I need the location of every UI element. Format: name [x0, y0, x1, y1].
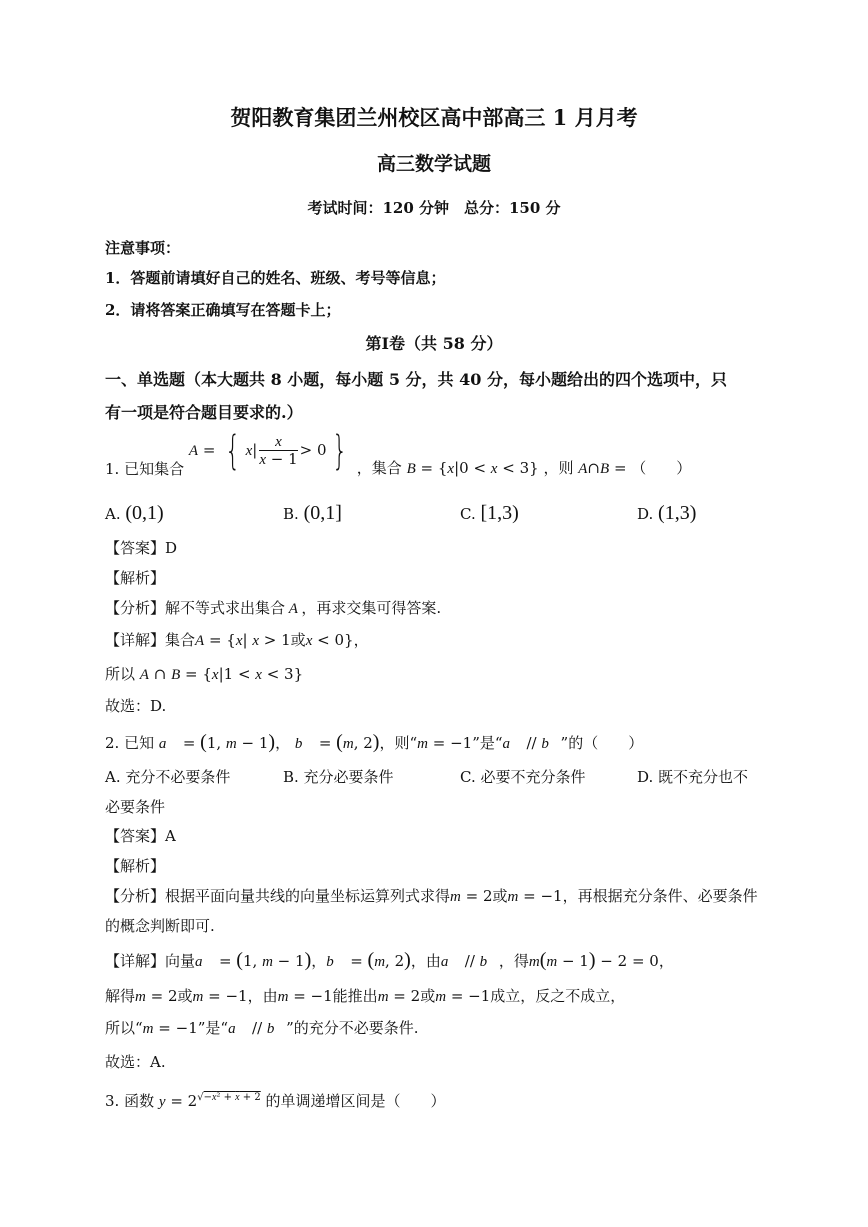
q1-option-c-label: C. [460, 505, 476, 523]
q2-option-a[interactable]: A. 充分不必要条件 [105, 768, 231, 786]
notice-item-1: 1．答题前请填好自己的姓名、班级、考号等信息； [105, 269, 446, 287]
exam-info: 考试时间：120 分钟 总分：150 分 [307, 199, 561, 217]
q1-prefix: 1. 已知集合 [105, 460, 185, 478]
q1-intersection-formula: A∩B = [578, 459, 627, 477]
q2-option-d-cont: 必要条件 [105, 798, 166, 816]
question-3-stem: 3. 函数 $y = 2^{√-x^2 + x + 2}$ 的单调递增区间是（ ） [105, 1092, 446, 1110]
q1-detail: 【详解】集合A = {x| x > 1或x < 0}， [105, 631, 369, 649]
q1-analysis: 【解析】 [105, 569, 166, 587]
q2-choose: 故选：A. [105, 1053, 166, 1071]
q2-detail: 【详解】向量a⃗ = (1, m − 1)，b⃗ = (m, 2)，由a⃗ // b⃗，得m(m − 1) − 2 = 0， [105, 949, 674, 971]
q2-solve: 解得m = 2或m = −1，由m = −1能推出m = 2或m = −1成立，反之不成立， [105, 987, 626, 1005]
exam-title: 贺阳教育集团兰州校区高中部高三 1 月月考 [230, 105, 638, 130]
q1-option-b-label: B. [283, 505, 299, 523]
notice-heading: 注意事项： [105, 239, 181, 257]
q1-end: ，则 [543, 459, 574, 477]
part1-heading: 第Ⅰ卷（共 58 分） [365, 334, 503, 353]
q1-fenxi: 【分析】解不等式求出集合 A ，再求交集可得答案. [105, 599, 442, 617]
q1-option-b[interactable]: B. (0,1] [283, 502, 342, 524]
q1-choose: 故选：D. [105, 697, 167, 715]
question-2-stem: 2. 已知 a⃗ = (1, m − 1)， b⃗ = (m, 2)，则“m = −1”是“a⃗ // b⃗”的（ ） [105, 731, 644, 753]
section1-line1: 一、单选题（本大题共 8 小题，每小题 5 分，共 40 分，每小题给出的四个选项中，只 [105, 370, 727, 389]
q1-set-a-formula: A = { x| $\frac{x}{x - 1}$ > 0 } [188, 428, 347, 474]
question-1-stem [105, 428, 692, 489]
q1-option-d[interactable]: D. (1,3) [637, 502, 697, 524]
q2-fenxi: 【分析】根据平面向量共线的向量坐标运算列式求得m = 2或m = −1，再根据充分条件、必要条件 [105, 887, 758, 905]
exam-subtitle: 高三数学试题 [376, 153, 491, 175]
q2-answer: 【答案】A [105, 827, 176, 845]
q2-analysis: 【解析】 [105, 857, 166, 875]
q2-fenxi-cont: 的概念判断即可. [105, 917, 215, 935]
q1-option-a[interactable]: A. (0,1) [105, 502, 164, 524]
q2-option-d[interactable]: D. 既不充分也不 [637, 768, 749, 786]
q1-paren: （ ） [631, 459, 692, 477]
q1-option-c[interactable]: C. [1,3) [460, 502, 519, 524]
section1-line2: 有一项是符合题目要求的.） [105, 403, 303, 422]
q1-set-b-formula: B = {x|0 < x < 3} [406, 459, 539, 477]
q1-option-a-label: A. [105, 505, 121, 523]
q1-answer: 【答案】D [105, 539, 178, 557]
q1-so: 所以 A ∩ B = {x|1 < x < 3} [105, 665, 304, 683]
q2-option-c[interactable]: C. 必要不充分条件 [460, 768, 586, 786]
notice-item-2: 2．请将答案正确填写在答题卡上； [105, 301, 341, 319]
q1-option-d-label: D. [637, 505, 654, 523]
q3-function-formula: $y = 2^{√-x^2 + x + 2}$ [158, 1092, 261, 1110]
q2-option-b[interactable]: B. 充分必要条件 [283, 768, 394, 786]
q2-so: 所以“m = −1”是“a⃗ // b⃗”的充分不必要条件. [105, 1019, 419, 1037]
q1-mid: ，集合 [356, 459, 402, 477]
